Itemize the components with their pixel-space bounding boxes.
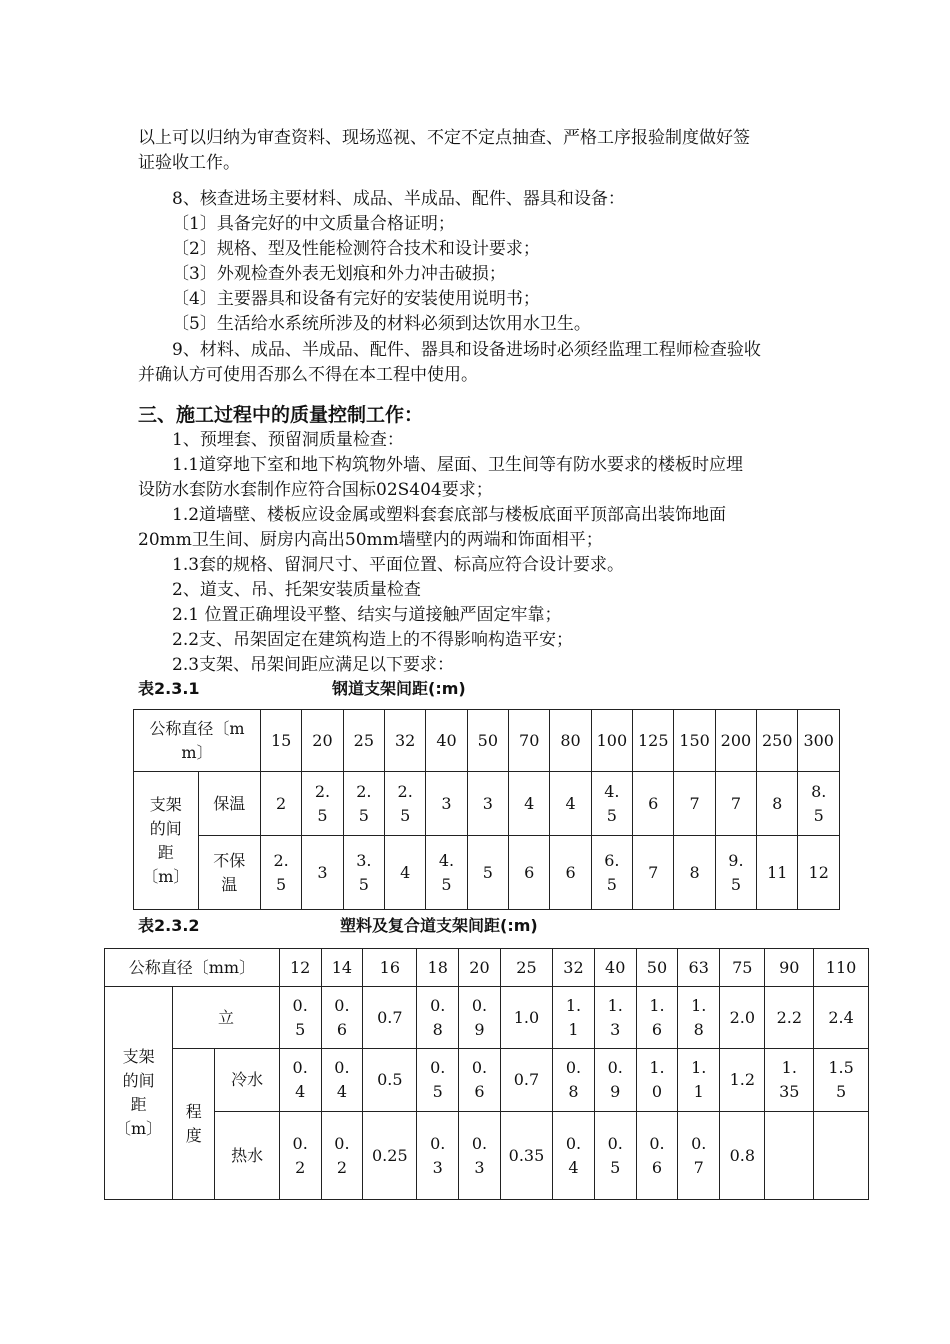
- value-cell: 9.5: [715, 836, 756, 910]
- value-cell: 0.2: [321, 1112, 363, 1200]
- value-cell: 2.0: [720, 987, 765, 1049]
- plastic-support-spacing-table: [104, 948, 869, 1200]
- value-cell: 6: [550, 836, 591, 910]
- value-cell: 2.4: [814, 987, 869, 1049]
- list-item: 〔5〕生活给水系统所涉及的材料必须到达饮用水卫生。: [172, 314, 591, 334]
- paragraph: 2.2支、吊架固定在建筑构造上的不得影响构造平安；: [172, 630, 574, 650]
- row-label-cell: 热水: [215, 1112, 279, 1200]
- table-label: 表2.3.2: [138, 916, 200, 935]
- value-cell: 12: [798, 836, 840, 910]
- size-cell: 250: [757, 710, 798, 772]
- value-cell: 1.0: [636, 1049, 678, 1112]
- size-cell: 300: [798, 710, 840, 772]
- value-cell: 0.8: [720, 1112, 765, 1200]
- value-cell: 0.8: [553, 1049, 595, 1112]
- paragraph: 证验收工作。: [138, 153, 240, 173]
- size-cell: 125: [633, 710, 674, 772]
- value-cell: 1.1: [553, 987, 595, 1049]
- value-cell: 0.2: [279, 1112, 321, 1200]
- size-cell: 80: [550, 710, 591, 772]
- size-cell: 12: [279, 949, 321, 987]
- paragraph: 并确认方可使用否那么不得在本工程中使用。: [138, 365, 478, 385]
- value-cell: 0.3: [459, 1112, 501, 1200]
- section-heading: 三、施工过程中的质量控制工作：: [138, 404, 424, 426]
- paragraph: 1.2道墙壁、楼板应设金属或塑料套套底部与楼板底面平顶部高出装饰地面: [172, 505, 727, 525]
- size-cell: 14: [321, 949, 363, 987]
- value-cell: 4: [385, 836, 426, 910]
- value-cell: 0.4: [321, 1049, 363, 1112]
- value-cell: 3: [302, 836, 343, 910]
- size-cell: 16: [363, 949, 417, 987]
- value-cell: 0.25: [363, 1112, 417, 1200]
- value-cell: 0.5: [594, 1112, 636, 1200]
- value-cell: 4.5: [426, 836, 467, 910]
- value-cell: [765, 1112, 814, 1200]
- size-cell: 90: [765, 949, 814, 987]
- size-cell: 40: [594, 949, 636, 987]
- value-cell: 0.7: [363, 987, 417, 1049]
- paragraph: 2.1 位置正确埋设平整、结实与道接触严固定牢靠；: [172, 605, 562, 625]
- row-label-cell: 不保温: [198, 836, 260, 910]
- value-cell: 11: [757, 836, 798, 910]
- size-cell: 18: [417, 949, 459, 987]
- list-item: 〔2〕规格、型及性能检测符合技术和设计要求；: [172, 239, 540, 259]
- list-item: 〔1〕具备完好的中文质量合格证明；: [172, 214, 455, 234]
- value-cell: 6: [633, 772, 674, 836]
- row-label-cell: 保温: [198, 772, 260, 836]
- value-cell: 0.5: [363, 1049, 417, 1112]
- value-cell: 4.5: [591, 772, 632, 836]
- paragraph: 1.3套的规格、留洞尺寸、平面位置、标高应符合设计要求。: [172, 555, 625, 575]
- header-cell: 公称直径〔mm〕: [134, 710, 261, 772]
- value-cell: 0.35: [500, 1112, 552, 1200]
- table-row: [105, 987, 869, 1049]
- value-cell: 2: [260, 772, 301, 836]
- table-label: 表2.3.1: [138, 679, 200, 698]
- size-cell: 70: [509, 710, 550, 772]
- size-cell: 110: [814, 949, 869, 987]
- value-cell: 2.5: [260, 836, 301, 910]
- value-cell: 0.9: [594, 1049, 636, 1112]
- value-cell: 3: [426, 772, 467, 836]
- value-cell: 0.7: [678, 1112, 720, 1200]
- value-cell: 2.5: [302, 772, 343, 836]
- list-item: 〔3〕外观检查外表无划痕和外力冲击破损；: [172, 264, 506, 284]
- size-cell: 100: [591, 710, 632, 772]
- value-cell: 1.2: [720, 1049, 765, 1112]
- value-cell: 1.35: [765, 1049, 814, 1112]
- value-cell: 0.9: [459, 987, 501, 1049]
- row-group-cell: 支架的间距〔m〕: [134, 772, 199, 910]
- size-cell: 150: [674, 710, 715, 772]
- value-cell: 7: [715, 772, 756, 836]
- value-cell: 0.6: [459, 1049, 501, 1112]
- paragraph: 2.3支架、吊架间距应满足以下要求：: [172, 655, 455, 675]
- paragraph: 以上可以归纳为审查资料、现场巡视、不定不定点抽查、严格工序报验制度做好签: [138, 128, 750, 148]
- value-cell: 1.6: [636, 987, 678, 1049]
- size-cell: 20: [459, 949, 501, 987]
- paragraph: 2、道支、吊、托架安装质量检查: [172, 580, 421, 600]
- value-cell: 3.5: [343, 836, 384, 910]
- size-cell: 20: [302, 710, 343, 772]
- value-cell: [814, 1112, 869, 1200]
- size-cell: 25: [343, 710, 384, 772]
- value-cell: 8.5: [798, 772, 840, 836]
- size-cell: 75: [720, 949, 765, 987]
- table-header-row: [134, 710, 840, 772]
- value-cell: 0.5: [279, 987, 321, 1049]
- value-cell: 8: [674, 836, 715, 910]
- value-cell: 1.0: [500, 987, 552, 1049]
- value-cell: 1.55: [814, 1049, 869, 1112]
- table-row: [134, 836, 840, 910]
- size-cell: 40: [426, 710, 467, 772]
- value-cell: 0.6: [321, 987, 363, 1049]
- value-cell: 4: [550, 772, 591, 836]
- paragraph: 9、材料、成品、半成品、配件、器具和设备进场时必须经监理工程师检查验收: [172, 340, 761, 360]
- value-cell: 1.3: [594, 987, 636, 1049]
- value-cell: 1.1: [678, 1049, 720, 1112]
- size-cell: 200: [715, 710, 756, 772]
- table-header-row: [105, 949, 869, 987]
- paragraph: 1、预埋套、预留洞质量检查：: [172, 430, 404, 450]
- paragraph: 设防水套防水套制作应符合国标02S404要求；: [138, 480, 493, 500]
- sub-group-cell: 程度: [173, 1049, 215, 1200]
- steel-support-spacing-table: [133, 709, 840, 910]
- size-cell: 32: [553, 949, 595, 987]
- table-row: [134, 772, 840, 836]
- value-cell: 2.5: [385, 772, 426, 836]
- value-cell: 0.6: [636, 1112, 678, 1200]
- value-cell: 2.2: [765, 987, 814, 1049]
- value-cell: 0.8: [417, 987, 459, 1049]
- value-cell: 4: [509, 772, 550, 836]
- paragraph: 1.1道穿地下室和地下构筑物外墙、屋面、卫生间等有防水要求的楼板时应埋: [172, 455, 744, 475]
- value-cell: 8: [757, 772, 798, 836]
- size-cell: 32: [385, 710, 426, 772]
- size-cell: 50: [636, 949, 678, 987]
- table-title: 塑料及复合道支架间距(:m): [340, 916, 538, 935]
- value-cell: 1.8: [678, 987, 720, 1049]
- value-cell: 0.3: [417, 1112, 459, 1200]
- size-cell: 15: [260, 710, 301, 772]
- paragraph: 20mm卫生间、厨房内高出50mm墙壁内的两端和饰面相平；: [138, 530, 603, 550]
- size-cell: 63: [678, 949, 720, 987]
- value-cell: 5: [467, 836, 508, 910]
- row-label-cell: 立: [173, 987, 280, 1049]
- table-row: [105, 1049, 869, 1112]
- value-cell: 6.5: [591, 836, 632, 910]
- value-cell: 2.5: [343, 772, 384, 836]
- list-item: 〔4〕主要器具和设备有完好的安装使用说明书；: [172, 289, 540, 309]
- size-cell: 25: [500, 949, 552, 987]
- value-cell: 0.4: [553, 1112, 595, 1200]
- row-label-cell: 冷水: [215, 1049, 279, 1112]
- row-group-cell: 支架的间距〔m〕: [105, 987, 173, 1200]
- value-cell: 0.7: [500, 1049, 552, 1112]
- value-cell: 0.5: [417, 1049, 459, 1112]
- size-cell: 50: [467, 710, 508, 772]
- table-title: 钢道支架间距(:m): [332, 679, 466, 698]
- value-cell: 0.4: [279, 1049, 321, 1112]
- table-row: [105, 1112, 869, 1200]
- value-cell: 7: [633, 836, 674, 910]
- paragraph: 8、核查进场主要材料、成品、半成品、配件、器具和设备：: [172, 189, 625, 209]
- header-cell: 公称直径〔mm〕: [105, 949, 280, 987]
- value-cell: 7: [674, 772, 715, 836]
- value-cell: 3: [467, 772, 508, 836]
- value-cell: 6: [509, 836, 550, 910]
